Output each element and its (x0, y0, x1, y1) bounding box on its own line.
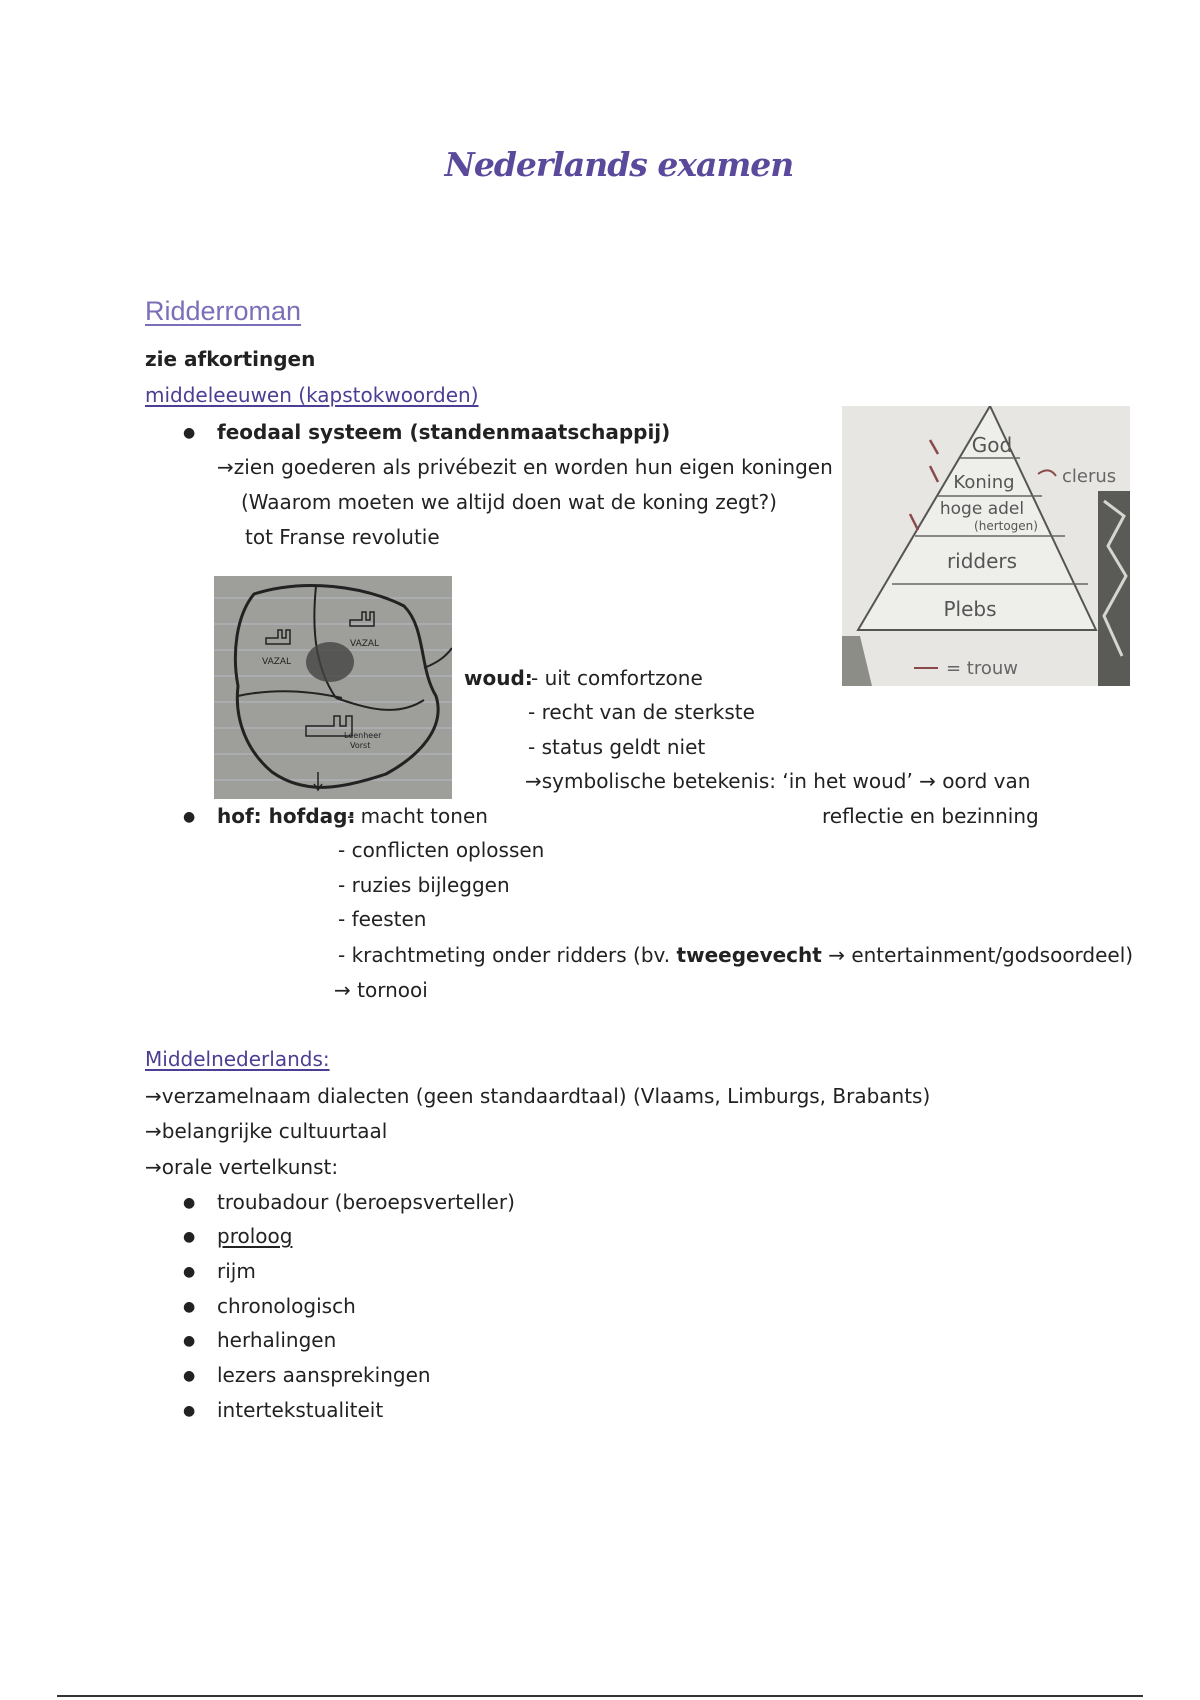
kracht-bold: tweegevecht (676, 943, 822, 967)
page-title: Nederlands examen (444, 145, 794, 184)
pyramid-level-god: God (971, 433, 1013, 457)
hof-item-krachtmeting (338, 944, 1133, 967)
middelnederlands-line-1: →verzamelnaam dialecten (geen standaardtaal) (Vlaams, Limburgs, Brabants) (145, 1084, 931, 1108)
hof-tornooi: → tornooi (334, 978, 428, 1002)
hof-item-4: - feesten (338, 907, 427, 931)
hof-item-1: - macht tonen (347, 804, 488, 828)
feodaal-line-3: tot Franse revolutie (245, 525, 440, 549)
bullet-troubadour: ● (183, 1195, 196, 1211)
feodaal-line-2: (Waarom moeten we altijd doen wat de koning zegt?) (241, 490, 777, 514)
pyramid-legend: = trouw (946, 658, 1019, 679)
woud-item-1: - uit comfortzone (531, 666, 703, 690)
bullet-hof: ● (183, 809, 196, 825)
bullet-feodaal: ● (183, 425, 196, 441)
middelnederlands-line-3: →orale vertelkunst: (145, 1155, 339, 1179)
woud-label: woud: (464, 666, 533, 690)
map-label-vazal-1: VAZAL (262, 657, 292, 667)
feodaal-label: feodaal systeem (standenmaatschappij) (217, 420, 671, 444)
section-heading-ridderroman: Ridderroman (145, 296, 302, 326)
hof-item-2: - conflicten oplossen (338, 838, 545, 862)
pyramid-level-hoge-adel: hoge adel (939, 499, 1025, 519)
woud-item-2: - recht van de sterkste (528, 700, 755, 724)
list-item-herhalingen: herhalingen (217, 1328, 337, 1352)
bullet-chronologisch: ● (183, 1299, 196, 1315)
list-item-intertekstualiteit: intertekstualiteit (217, 1398, 384, 1422)
middelnederlands-line-2: →belangrijke cultuurtaal (145, 1119, 388, 1143)
bullet-proloog: ● (183, 1229, 196, 1245)
kracht-post: → entertainment/godsoordeel) (821, 943, 1134, 967)
feodaal-line-1: →zien goederen als privébezit en worden hun eigen koningen (217, 455, 833, 479)
pyramid-level-ridders: ridders (946, 549, 1018, 573)
map-label-vorst: Vorst (350, 741, 371, 750)
map-label-vazal-2: VAZAL (350, 639, 380, 649)
bullet-lezers: ● (183, 1368, 196, 1384)
bullet-intertekstualiteit: ● (183, 1403, 196, 1419)
section-heading-middelnederlands: Middelnederlands: (145, 1047, 330, 1071)
woud-symbol-2: reflectie en bezinning (822, 804, 1039, 828)
list-item-proloog: proloog (217, 1224, 293, 1248)
list-item-rijm: rijm (217, 1259, 256, 1283)
bottom-divider (57, 1695, 1143, 1697)
map-label-leenheer: Leenheer (344, 731, 382, 740)
hof-item-3: - ruzies bijleggen (338, 873, 510, 897)
feudal-pyramid-image (842, 406, 1130, 686)
list-item-chronologisch: chronologisch (217, 1294, 356, 1318)
woud-symbol: →symbolische betekenis: ‘in het woud’ → oord van (525, 769, 1031, 793)
pyramid-clerus-label: clerus (1062, 466, 1117, 487)
bullet-rijm: ● (183, 1264, 196, 1280)
pyramid-level-koning: Koning (953, 472, 1015, 493)
domain-map-image (214, 576, 452, 799)
kracht-pre: - krachtmeting onder ridders (bv. (338, 943, 677, 967)
pyramid-level-plebs: Plebs (943, 597, 997, 621)
list-item-lezers: lezers aansprekingen (217, 1363, 431, 1387)
list-item-troubadour: troubadour (beroepsverteller) (217, 1190, 515, 1214)
bullet-herhalingen: ● (183, 1333, 196, 1349)
zie-afkortingen: zie afkortingen (145, 347, 316, 371)
hof-label: hof: hofdag: (217, 804, 356, 828)
pyramid-level-hertogen: (hertogen) (974, 519, 1038, 533)
woud-item-3: - status geldt niet (528, 735, 706, 759)
subheading-middeleeuwen: middeleeuwen (kapstokwoorden) (145, 383, 479, 407)
